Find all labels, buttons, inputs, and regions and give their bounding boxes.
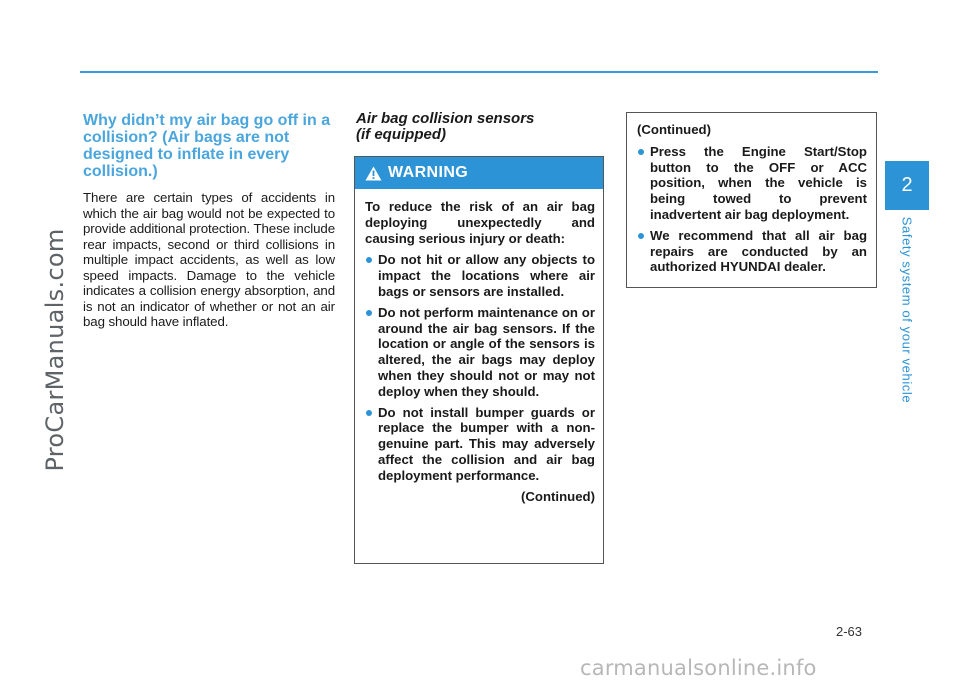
warning-bullet xyxy=(365,305,595,400)
bullet-dot-icon xyxy=(366,410,372,416)
continued-box xyxy=(626,112,877,288)
warning-body xyxy=(355,189,603,504)
warning-triangle-icon xyxy=(365,166,382,181)
warning-intro: To reduce the risk of an air bag deploying unexpectedly and causing serious injury or death: xyxy=(365,199,595,246)
bullet-dot-icon xyxy=(638,149,644,155)
continued-title: (Continued) xyxy=(637,122,711,137)
section-body: There are certain types of accidents in which the air bag would not be expected to provide additional protection. These include rear impacts, second or third collisions in multiple impact accidents, as well as low speed impacts. Damage to the vehicle indicates a collision energy absorption, and is not an indicator of whether or not an air bag should have inflated. xyxy=(83,190,335,329)
warning-header-label: WARNING xyxy=(388,164,469,181)
continued-bullet xyxy=(637,228,867,275)
sensors-title xyxy=(356,111,596,143)
chapter-title: Safety system of your vehicle xyxy=(899,216,915,404)
bullet-dot-icon xyxy=(366,310,372,316)
continued-bullet-text: We recommend that all air bag repairs are conducted by an authorized HYUNDAI dealer. xyxy=(650,227,867,275)
watermark-left-text: ProCarManuals.com xyxy=(41,228,69,472)
sensors-title-line1: Air bag collision sensors xyxy=(356,110,535,127)
top-rule xyxy=(80,71,878,73)
section-heading: Why didn’t my air bag go off in a collision? (Air bags are not designed to inflate in every collision.) xyxy=(83,112,331,180)
page-number: 2-63 xyxy=(836,624,863,639)
continued-bullet xyxy=(637,144,867,223)
warning-bullet xyxy=(365,405,595,484)
chapter-side-title xyxy=(885,210,929,410)
warning-box xyxy=(354,156,604,564)
warning-header xyxy=(355,157,603,189)
bullet-dot-icon xyxy=(638,233,644,239)
section-column xyxy=(83,112,335,330)
warning-bullet-text: Do not perform maintenance on or around the air bag sensors. If the location or angle of the sensors is altered, the air bags may deploy when they should not or may not deploy when they should. xyxy=(378,304,595,399)
continued-bullet-list xyxy=(637,144,867,275)
continued-bullet-text: Press the Engine Start/Stop button to the OFF or ACC position, when the vehicle is being towed to prevent inadvertent air bag deployment. xyxy=(650,143,867,222)
chapter-number: 2 xyxy=(901,174,913,196)
warning-continued: (Continued) xyxy=(521,488,595,504)
warning-bullet-text: Do not hit or allow any objects to impact the locations where air bags or sensors are installed. xyxy=(378,252,595,299)
sensors-title-line2: (if equipped) xyxy=(356,126,446,143)
watermark-bottom: carmanualsonline.info xyxy=(580,656,817,680)
warning-bullet xyxy=(365,252,595,299)
bullet-dot-icon xyxy=(366,257,372,263)
chapter-tab xyxy=(885,161,929,210)
warning-bullet-list xyxy=(365,252,595,483)
warning-bullet-text: Do not install bumper guards or replace the bumper with a non-genuine part. This may adversely affect the collision and air bag deployment performance. xyxy=(378,404,595,483)
